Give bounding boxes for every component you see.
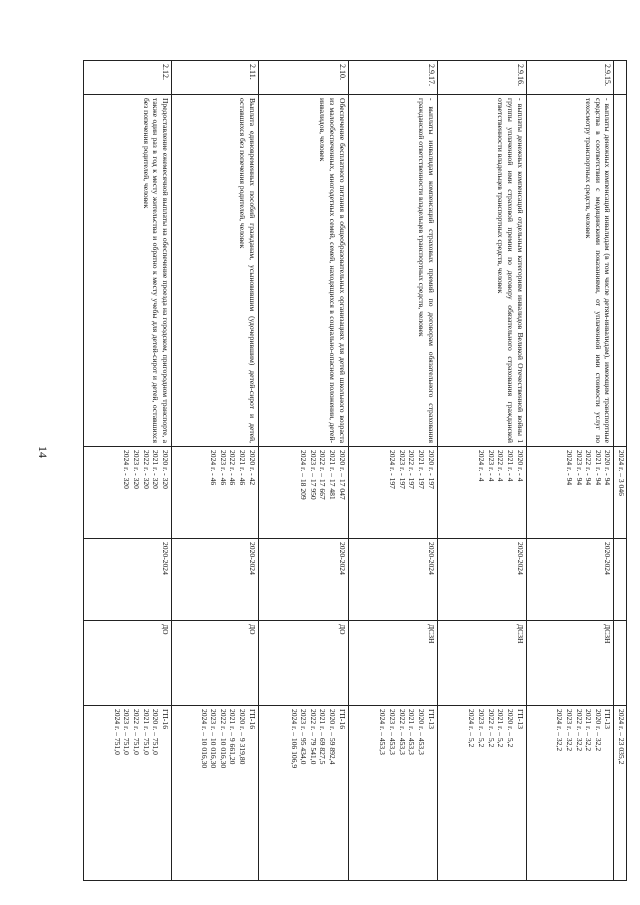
program-activities-table	[83, 60, 627, 881]
cost-line: 2023 г. – 751,0	[122, 709, 132, 755]
activity-description: - выплаты денежных компенсаций отдельным категориям инвалидов Великой Отечественной войны 1 группы уплаченной ими страховой премии по договору обязательного страхования гражданской ответственности владельцев транспортных средств, человек	[437, 95, 526, 447]
count-line: 2020 г. - 94	[603, 450, 613, 486]
period-cell: 2020-2024	[84, 539, 172, 621]
count-line: 2023 г. - 46	[218, 450, 228, 486]
count-line: 2021 г. - 197	[417, 450, 427, 489]
cost-cell	[437, 706, 526, 881]
count-line: 2023 г. - 94	[574, 450, 584, 486]
count-cell	[526, 447, 614, 539]
count-cell	[84, 447, 172, 539]
activity-description: Выплата единовременных пособий гражданам, усыновившим (удочерившим) детей-сирот и детей, оставшихся без попечения родителей, человек	[171, 95, 258, 447]
activity-description: - выплаты инвалидам компенсаций страховых премий по договорам обязательного страхования гражданской ответственности владельцев транспортных средств, человек	[348, 95, 437, 447]
cost-line: ГП-16	[337, 709, 347, 729]
count-line: 2022 г. – 17 667	[318, 450, 328, 500]
period-cell: 2020-2024	[526, 539, 614, 621]
executor-cell: ДО	[258, 621, 348, 706]
count-line: 2021 г. - 94	[593, 450, 603, 486]
count-line: 2024 г. - 46	[209, 450, 219, 486]
cost-cell	[348, 706, 437, 881]
cost-line: 2023 г. – 10 016,30	[209, 709, 219, 769]
count-line: 2022 г. - 197	[407, 450, 417, 489]
activity-description: Предоставление ежемесячной выплаты на обеспечение проезда на городском, пригородном транспорте, а также один раз в год к месту жительства и обратно к месту учебы для детей-сирот и детей, оставшихся без попечения родителей, человек	[84, 95, 172, 447]
cost-line: 2021 г. – 32,2	[584, 709, 594, 752]
count-line: 2020 г. - 4	[515, 450, 525, 482]
table-row	[84, 61, 172, 881]
cost-line: 2022 г. – 5,2	[486, 709, 496, 748]
count-line: 2023 г. - 320	[132, 450, 142, 489]
cost-line: 2020 г. – 751,0	[151, 709, 161, 755]
count-line: 2024 г. - 197	[388, 450, 398, 489]
row-number: 2.9.15.	[526, 61, 614, 95]
period-cell: 2020-2024	[258, 539, 348, 621]
cost-line: 2020 г. – 5,2	[505, 709, 515, 748]
count-line: 2022 г. - 46	[228, 450, 238, 486]
cost-cell	[84, 706, 172, 881]
row-number: 2.11.	[171, 61, 258, 95]
cost-line: 2024 г. – 751,0	[112, 709, 122, 755]
count-total-cell: 2024 г. – 3 046	[614, 447, 627, 539]
cost-line: ГП-13	[426, 709, 436, 729]
count-line: 2024 г. - 320	[122, 450, 132, 489]
count-line: 2022 г. - 320	[141, 450, 151, 489]
cost-line: 2021 г. – 453,3	[407, 709, 417, 755]
count-line: 2023 г. - 4	[486, 450, 496, 482]
rotated-table-container	[83, 60, 627, 880]
cost-line: ГП-13	[603, 709, 613, 729]
table-continuation-row	[614, 61, 627, 881]
cost-line: 2022 г. – 751,0	[132, 709, 142, 755]
count-cell	[348, 447, 437, 539]
cost-line: 2023 г. – 453,3	[388, 709, 398, 755]
count-cell	[437, 447, 526, 539]
count-line: 2021 г. – 17 481	[328, 450, 338, 500]
row-number: 2.9.17.	[348, 61, 437, 95]
cost-line: 2020 г. – 9 319,80	[238, 709, 248, 765]
executor-cell: ДСЗН	[526, 621, 614, 706]
cost-line: 2021 г. – 751,0	[141, 709, 151, 755]
page-number: 14	[36, 446, 50, 458]
count-line: 2023 г. - 197	[397, 450, 407, 489]
cost-line: ГП-16	[247, 709, 257, 729]
count-line: 2021 г. - 320	[151, 450, 161, 489]
count-line: 2022 г. - 4	[496, 450, 506, 482]
count-cell	[258, 447, 348, 539]
count-cell	[171, 447, 258, 539]
cost-line: 2021 г. – 69 827,5	[318, 709, 328, 765]
cost-line: 2024 г. – 106 106,9	[289, 709, 299, 769]
table-row	[348, 61, 437, 881]
table-row	[526, 61, 614, 881]
executor-cell: ДО	[171, 621, 258, 706]
cost-total-cell: 2024 г. – 23 035,2	[614, 706, 627, 881]
count-line: 2024 г. - 94	[564, 450, 574, 486]
cost-line: 2021 г. – 5,2	[496, 709, 506, 748]
activity-description: - выплаты денежных компенсаций инвалидам (в том числе детям-инвалидам), имеющим транспортные средства в соответствии с медицинскими показаниями, от уплаченной ими стоимости услуг по техосмотру транспортных средств, человек	[526, 95, 614, 447]
cost-line: 2021 г. – 9 661,20	[228, 709, 238, 765]
row-number: 2.12.	[84, 61, 172, 95]
table-row	[258, 61, 348, 881]
executor-cell: ДСЗН	[348, 621, 437, 706]
count-line: 2022 г. - 94	[584, 450, 594, 486]
cost-line: ГП-16	[160, 709, 170, 729]
activity-description: Обеспечение бесплатного питания в общеобразовательных организациях для детей школьного возраста из малообеспеченных, многодетных семей, семей, находящихся в социально-опасном положении, детей-инвалидов, человек	[258, 95, 348, 447]
cost-cell	[526, 706, 614, 881]
period-cell: 2020-2024	[348, 539, 437, 621]
row-number: 2.9.16.	[437, 61, 526, 95]
count-line: 2023 г. – 17 950	[308, 450, 318, 500]
cost-line: 2020 г. – 59 892,4	[328, 709, 338, 765]
cost-line: 2023 г. – 32,2	[564, 709, 574, 752]
count-line: 2021 г. - 4	[505, 450, 515, 482]
cost-line: 2023 г. – 95 434,0	[299, 709, 309, 765]
table-row	[171, 61, 258, 881]
cost-line: 2020 г. – 32,2	[593, 709, 603, 752]
cost-line: 2022 г. – 79 541,0	[308, 709, 318, 765]
count-line: 2020 г. - 320	[160, 450, 170, 489]
cost-line: 2022 г. – 32,2	[574, 709, 584, 752]
period-cell: 2020-2024	[437, 539, 526, 621]
cost-line: 2024 г. – 10 016,30	[199, 709, 209, 769]
executor-cell: ДСЗН	[437, 621, 526, 706]
executor-cell: ДО	[84, 621, 172, 706]
count-line: 2024 г. – 18 209	[299, 450, 309, 500]
cost-line: 2022 г. – 10 016,30	[218, 709, 228, 769]
cost-line: 2020 г. – 453,3	[417, 709, 427, 755]
count-line: 2020 г. - 197	[426, 450, 436, 489]
cost-line: 2024 г. – 32,2	[555, 709, 565, 752]
count-line: 2020 г. – 17 047	[337, 450, 347, 500]
count-line: 2021 г. - 46	[238, 450, 248, 486]
count-line: 2020 г. - 42	[247, 450, 257, 486]
count-line: 2024 г. - 4	[477, 450, 487, 482]
table-row	[437, 61, 526, 881]
cost-line: 2024 г. – 453,3	[378, 709, 388, 755]
cost-line: ГП-13	[515, 709, 525, 729]
cost-line: 2022 г. – 453,3	[397, 709, 407, 755]
cost-line: 2023 г. – 5,2	[477, 709, 487, 748]
row-number: 2.10.	[258, 61, 348, 95]
cost-cell	[258, 706, 348, 881]
period-cell: 2020-2024	[171, 539, 258, 621]
cost-cell	[171, 706, 258, 881]
cost-line: 2024 г. – 5,2	[467, 709, 477, 748]
